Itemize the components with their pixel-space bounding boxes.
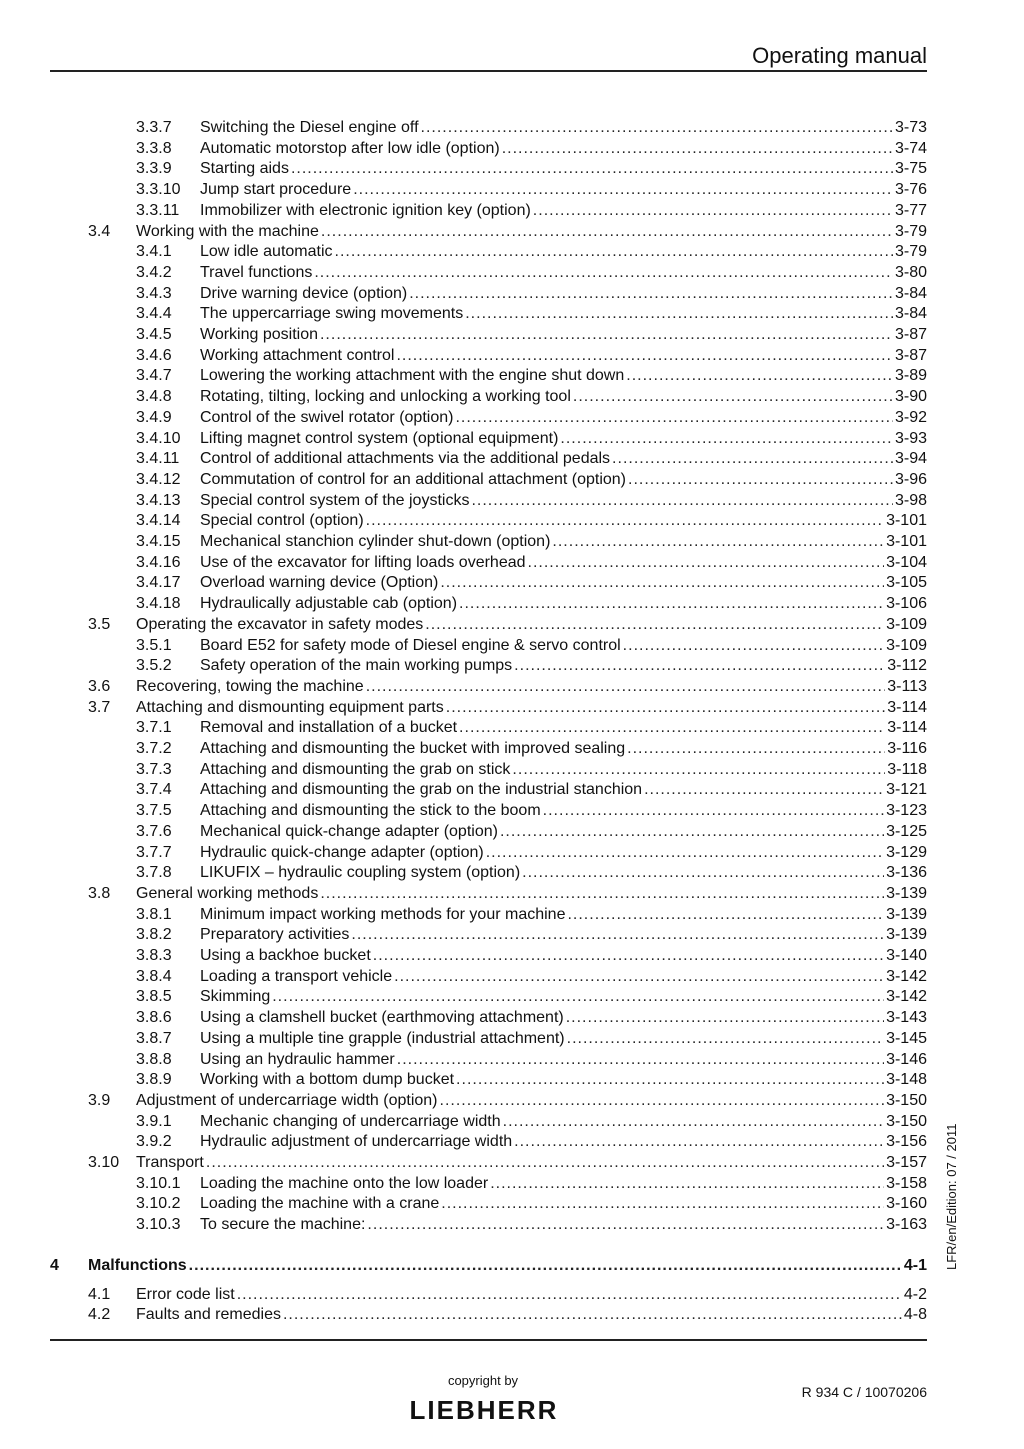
toc-entry[interactable]: [0, 697, 927, 718]
toc-entry-number: 3.8.2: [136, 926, 172, 944]
toc-entry-title: Loading the machine with a crane: [200, 1195, 440, 1213]
toc-entry-number: 3.5: [88, 615, 111, 633]
dot-leader: [490, 1173, 884, 1194]
dot-leader: [314, 262, 893, 283]
toc-entry-page: 3-80: [894, 263, 927, 281]
toc-entry-title: Skimming: [200, 988, 271, 1006]
toc-entry-title: Using a clamshell bucket (earthmoving attachment): [200, 1009, 564, 1027]
toc-entry[interactable]: [0, 117, 927, 138]
toc-entry-number: 3.8.5: [136, 988, 172, 1006]
toc-entry-page: 3-92: [894, 408, 927, 426]
toc-entry[interactable]: [0, 1214, 927, 1235]
dot-leader: [396, 345, 893, 366]
toc-entry-page: 3-139: [886, 905, 927, 923]
toc-entry-title: Board E52 for safety mode of Diesel engine & servo control: [200, 636, 621, 654]
toc-entry-number: 3.8: [88, 884, 111, 902]
toc-entry-title: Special control system of the joysticks: [200, 491, 470, 509]
toc-entry-number: 3.4.16: [136, 553, 181, 571]
toc-entry-title: Commutation of control for an additional attachment (option): [200, 470, 627, 488]
toc-entry[interactable]: [0, 759, 927, 780]
toc-entry-page: 3-121: [886, 781, 927, 799]
toc-entry-number: 3.10.3: [136, 1216, 181, 1234]
dot-leader: [465, 303, 893, 324]
toc-entry-number: 3.7: [88, 698, 111, 716]
toc-entry-title: Loading the machine onto the low loader: [200, 1174, 489, 1192]
toc-entry-number: 3.3.10: [136, 181, 181, 199]
toc-entry-number: 3.7.4: [136, 781, 172, 799]
toc-entry-title: Drive warning device (option): [200, 284, 408, 302]
toc-entry[interactable]: [0, 1255, 927, 1276]
toc-entry-page: 3-158: [886, 1174, 927, 1192]
toc-entry[interactable]: [0, 1069, 927, 1090]
dot-leader: [471, 490, 893, 511]
toc-entry-number: 3.10.2: [136, 1195, 181, 1213]
toc-entry-number: 3.7.8: [136, 864, 172, 882]
toc-entry-page: 3-87: [894, 346, 927, 364]
toc-entry-title: Transport: [136, 1154, 204, 1171]
dot-leader: [237, 1284, 902, 1305]
toc-entry[interactable]: [0, 779, 927, 800]
dot-leader: [366, 510, 884, 531]
toc-entry-number: 3.4.15: [136, 533, 181, 550]
toc-entry-number: 3.4.18: [136, 595, 181, 613]
toc-entry[interactable]: [0, 883, 927, 904]
toc-entry-number: 3.3.11: [136, 201, 180, 219]
dot-leader: [459, 717, 885, 738]
toc-entry-title: Starting aids: [200, 160, 289, 178]
toc-entry-number: 3.4.5: [136, 326, 172, 343]
dot-leader: [353, 179, 893, 200]
toc-entry-number: 4.2: [88, 1306, 111, 1324]
toc-entry-number: 3.8.7: [136, 1029, 172, 1047]
dot-leader: [283, 1304, 902, 1325]
toc-entry-page: 3-113: [887, 677, 927, 695]
toc-entry-title: Switching the Diesel engine off: [200, 119, 419, 136]
dot-leader: [573, 386, 893, 407]
toc-entry[interactable]: [0, 1131, 927, 1152]
toc-entry-number: 3.7.1: [136, 719, 172, 737]
toc-entry-title: Jump start procedure: [200, 181, 352, 199]
toc-entry[interactable]: [0, 552, 927, 573]
toc-entry-page: 4-1: [903, 1256, 927, 1274]
toc-entry-number: 4.1: [88, 1285, 111, 1303]
toc-entry-number: 3.8.8: [136, 1050, 172, 1068]
toc-entry[interactable]: [0, 1007, 927, 1028]
toc-entry-number: 3.9: [88, 1091, 111, 1109]
toc-entry-page: 3-157: [886, 1154, 927, 1171]
dot-leader: [560, 428, 893, 449]
toc-entry[interactable]: [0, 738, 927, 759]
toc-entry-number: 3.3.8: [136, 139, 172, 157]
toc-entry-page: 3-104: [886, 553, 927, 571]
logo-wordmark: LIEBHERR: [409, 1395, 559, 1423]
toc-entry-number: 3.4.12: [136, 470, 181, 488]
toc-entry[interactable]: [0, 448, 927, 469]
dot-leader: [552, 531, 884, 552]
toc-entry-number: 3.3.9: [136, 160, 172, 178]
toc-entry-title: Using an hydraulic hammer: [200, 1050, 395, 1068]
toc-entry[interactable]: [0, 1304, 927, 1325]
toc-entry-page: 4-8: [903, 1306, 927, 1324]
toc-entry[interactable]: [0, 324, 927, 345]
toc-entry-page: 3-79: [894, 222, 927, 240]
dot-leader: [291, 158, 893, 179]
dot-leader: [394, 966, 884, 987]
dot-leader: [206, 1152, 884, 1173]
dot-leader: [441, 1193, 884, 1214]
toc-entry[interactable]: [0, 800, 927, 821]
toc-entry-title: LIKUFIX – hydraulic coupling system (option): [200, 864, 521, 882]
toc-entry-page: 3-89: [894, 367, 927, 385]
toc-entry-number: 3.4.2: [136, 263, 172, 281]
dot-leader: [373, 945, 884, 966]
toc-entry-page: 3-93: [894, 429, 927, 447]
toc-entry[interactable]: [0, 821, 927, 842]
toc-entry-number: 3.6: [88, 677, 111, 695]
toc-entry-title: Safety operation of the main working pumps: [200, 657, 513, 675]
toc-entry-number: 3.10: [88, 1154, 120, 1171]
toc-entry[interactable]: [0, 593, 927, 614]
toc-entry-number: 3.7.7: [136, 843, 172, 861]
toc-entry-page: 3-77: [894, 201, 927, 219]
toc-entry-number: 3.8.9: [136, 1071, 172, 1089]
toc-entry-page: 3-139: [886, 884, 927, 902]
dot-leader: [446, 697, 886, 718]
toc-entry-number: 3.8.4: [136, 967, 172, 985]
toc-entry-title: Recovering, towing the machine: [136, 677, 364, 695]
toc-entry[interactable]: [0, 283, 927, 304]
toc-entry-page: 3-79: [894, 243, 927, 261]
toc-entry-page: 3-118: [887, 760, 927, 778]
toc-entry[interactable]: [0, 138, 927, 159]
toc-entry-title: Operating the excavator in safety modes: [136, 615, 424, 633]
toc-entry[interactable]: [0, 365, 927, 386]
toc-entry-title: Attaching and dismounting the stick to the boom: [200, 802, 541, 820]
toc-entry-title: Using a multiple tine grapple (industrial attachment): [200, 1029, 565, 1047]
document-number: R 934 C / 10070206: [801, 1384, 927, 1400]
dot-leader: [502, 138, 893, 159]
toc-entry[interactable]: [0, 345, 927, 366]
toc-entry-title: Hydraulic adjustment of undercarriage width: [200, 1133, 513, 1151]
toc-entry-page: 3-112: [887, 657, 927, 675]
toc-entry[interactable]: [0, 924, 927, 945]
toc-entry-page: 3-156: [886, 1133, 927, 1151]
dot-leader: [440, 572, 884, 593]
dot-leader: [644, 779, 884, 800]
edition-side-label: LFR/en/Edition: 07 / 2011: [944, 1123, 959, 1270]
toc-entry[interactable]: [0, 1090, 927, 1111]
toc-entry[interactable]: [0, 241, 927, 262]
toc-entry-page: 3-114: [887, 719, 927, 737]
toc-entry-number: 3.4.7: [136, 367, 172, 385]
toc-entry[interactable]: [0, 1193, 927, 1214]
toc-entry[interactable]: [0, 572, 927, 593]
toc-entry-number: 3.8.1: [136, 905, 172, 923]
toc-entry-title: Working position: [200, 326, 318, 343]
toc-entry-page: 3-101: [886, 533, 927, 550]
toc-entry[interactable]: [0, 862, 927, 883]
toc-entry-title: Hydraulically adjustable cab (option): [200, 595, 458, 613]
toc-entry-number: 3.4.8: [136, 388, 172, 406]
toc-entry-page: 3-114: [887, 698, 927, 716]
toc-entry[interactable]: [0, 469, 927, 490]
dot-leader: [366, 676, 886, 697]
dot-leader: [623, 635, 884, 656]
toc-entry-title: Use of the excavator for lifting loads overhead: [200, 553, 526, 571]
toc-entry-number: 3.5.1: [136, 636, 172, 654]
toc-entry-page: 3-125: [886, 822, 927, 840]
toc-entry-title: Working with a bottom dump bucket: [200, 1071, 455, 1089]
toc-entry-number: 3.8.3: [136, 947, 172, 964]
toc-entry-page: 3-84: [894, 305, 927, 323]
toc-entry-title: Hydraulic quick-change adapter (option): [200, 843, 484, 861]
toc-entry-page: 3-140: [886, 947, 927, 964]
toc-entry-number: 3.4.4: [136, 305, 172, 323]
dot-leader: [321, 221, 893, 242]
toc-entry-number: 3.9.1: [136, 1112, 172, 1130]
toc-entry-page: 3-96: [894, 470, 927, 488]
toc-entry-title: Mechanical quick-change adapter (option): [200, 822, 498, 840]
dot-leader: [627, 738, 885, 759]
toc-entry-number: 3.3.7: [136, 119, 172, 136]
toc-entry-title: Adjustment of undercarriage width (option): [136, 1091, 438, 1109]
toc-entry-title: Special control (option): [200, 512, 364, 530]
toc-entry[interactable]: [0, 986, 927, 1007]
toc-entry-title: Control of the swivel rotator (option): [200, 408, 454, 426]
toc-entry-title: Minimum impact working methods for your machine: [200, 905, 566, 923]
toc-entry-number: 3.4.6: [136, 346, 172, 364]
toc-entry-page: 3-160: [886, 1195, 927, 1213]
dot-leader: [421, 117, 893, 138]
toc-entry-number: 3.4.11: [136, 450, 180, 468]
toc-entry-page: 3-101: [886, 512, 927, 530]
toc-entry-number: 3.7.2: [136, 740, 172, 757]
toc-entry-number: 3.4.10: [136, 429, 181, 447]
toc-entry-title: Automatic motorstop after low idle (option): [200, 139, 500, 157]
toc-entry[interactable]: [0, 966, 927, 987]
dot-leader: [455, 407, 893, 428]
toc-entry-page: 3-150: [886, 1112, 927, 1130]
dot-leader: [189, 1255, 902, 1276]
toc-entry-title: Loading a transport vehicle: [200, 967, 393, 985]
dot-leader: [543, 800, 884, 821]
toc-entry-number: 3.7.6: [136, 822, 172, 840]
dot-leader: [335, 241, 893, 262]
toc-entry-title: Malfunctions: [88, 1256, 187, 1274]
dot-leader: [440, 1090, 885, 1111]
dot-leader: [409, 283, 893, 304]
copyright-text: copyright by: [447, 1373, 519, 1388]
dot-leader: [514, 655, 885, 676]
toc-entry-title: Mechanic changing of undercarriage width: [200, 1112, 501, 1130]
toc-entry-page: 3-145: [886, 1029, 927, 1047]
toc-entry-number: 3.10.1: [136, 1174, 181, 1192]
toc-entry-number: 3.4.3: [136, 284, 172, 302]
toc-entry-title: Error code list: [136, 1285, 235, 1303]
toc-entry[interactable]: [0, 842, 927, 863]
toc-entry[interactable]: [0, 179, 927, 200]
toc-entry-page: 4-2: [903, 1285, 927, 1303]
toc-entry-title: Control of additional attachments via the additional pedals: [200, 450, 611, 468]
toc-entry-page: 3-87: [894, 326, 927, 343]
header-rule: [50, 70, 927, 72]
toc-entry[interactable]: [0, 428, 927, 449]
toc-entry-number: 3.5.2: [136, 657, 172, 675]
toc-entry-page: 3-116: [887, 740, 927, 757]
toc-entry-page: 3-73: [894, 119, 927, 136]
toc-entry-number: 3.7.5: [136, 802, 172, 820]
toc-entry[interactable]: [0, 262, 927, 283]
toc-entry[interactable]: [0, 510, 927, 531]
toc-entry[interactable]: [0, 676, 927, 697]
toc-entry-number: 3.4.9: [136, 408, 172, 426]
toc-entry-title: Attaching and dismounting the bucket with improved sealing: [200, 740, 626, 757]
toc-entry[interactable]: [0, 1284, 927, 1305]
page-header-title: Operating manual: [752, 43, 927, 68]
dot-leader: [528, 552, 885, 573]
toc-entry-title: General working methods: [136, 884, 319, 902]
toc-entry-page: 3-129: [886, 843, 927, 861]
toc-entry-number: 4: [50, 1256, 59, 1274]
toc-entry-number: 3.4.14: [136, 512, 181, 530]
dot-leader: [566, 1007, 884, 1028]
toc-entry[interactable]: [0, 635, 927, 656]
toc-entry-title: Mechanical stanchion cylinder shut-down (option): [200, 533, 551, 550]
toc-entry-title: Attaching and dismounting equipment parts: [136, 698, 444, 716]
toc-entry[interactable]: [0, 158, 927, 179]
toc-entry-page: 3-76: [894, 181, 927, 199]
footer-rule: [50, 1339, 927, 1341]
toc-entry-page: 3-90: [894, 388, 927, 406]
toc-entry-page: 3-148: [886, 1071, 927, 1089]
toc-entry-number: 3.4: [88, 222, 111, 240]
dot-leader: [626, 365, 893, 386]
toc-entry-number: 3.8.6: [136, 1009, 172, 1027]
dot-leader: [514, 1131, 884, 1152]
toc-entry[interactable]: [0, 717, 927, 738]
toc-entry-page: 3-143: [886, 1009, 927, 1027]
toc-entry-number: 3.4.17: [136, 574, 181, 592]
toc-entry-title: Using a backhoe bucket: [200, 947, 371, 964]
toc-entry-title: Low idle automatic: [200, 243, 333, 261]
toc-entry[interactable]: [0, 531, 927, 552]
toc-entry-number: 3.9.2: [136, 1133, 172, 1151]
toc-entry-title: Overload warning device (Option): [200, 574, 439, 592]
toc-entry-page: 3-98: [894, 491, 927, 509]
toc-entry[interactable]: [0, 655, 927, 676]
dot-leader: [503, 1111, 884, 1132]
toc-entry[interactable]: [0, 1173, 927, 1194]
dot-leader: [459, 593, 884, 614]
dot-leader: [397, 1049, 884, 1070]
toc-entry-page: 3-84: [894, 284, 927, 302]
dot-leader: [612, 448, 893, 469]
toc-entry-title: Lowering the working attachment with the engine shut down: [200, 367, 625, 385]
dot-leader: [567, 1028, 884, 1049]
toc-entry[interactable]: [0, 200, 927, 221]
toc-entry[interactable]: [0, 614, 927, 635]
toc-entry-title: Attaching and dismounting the grab on the industrial stanchion: [200, 781, 643, 799]
toc-entry[interactable]: [0, 386, 927, 407]
toc-entry-page: 3-75: [894, 160, 927, 178]
toc-entry-title: Working attachment control: [200, 346, 395, 364]
toc-entry-title: The uppercarriage swing movements: [200, 305, 464, 323]
dot-leader: [351, 924, 884, 945]
toc-entry-page: 3-123: [886, 802, 927, 820]
dot-leader: [272, 986, 884, 1007]
toc-entry-page: 3-142: [886, 988, 927, 1006]
toc-entry-page: 3-146: [886, 1050, 927, 1068]
toc-entry[interactable]: [0, 303, 927, 324]
toc-entry-number: 3.4.1: [136, 243, 172, 261]
toc-entry-page: 3-94: [894, 450, 927, 468]
toc-entry[interactable]: [0, 407, 927, 428]
dot-leader: [500, 821, 884, 842]
toc-entry-page: 3-105: [886, 574, 927, 592]
toc-entry-title: Faults and remedies: [136, 1306, 281, 1324]
toc-entry-page: 3-163: [886, 1216, 927, 1234]
toc-entry-number: 3.7.3: [136, 760, 172, 778]
toc-entry-page: 3-139: [886, 926, 927, 944]
toc-entry[interactable]: [0, 490, 927, 511]
toc-entry-page: 3-142: [886, 967, 927, 985]
toc-entry-title: Preparatory activities: [200, 926, 350, 944]
dot-leader: [512, 759, 885, 780]
toc-entry-title: Working with the machine: [136, 222, 319, 240]
toc-entry-title: Removal and installation of a bucket: [200, 719, 458, 737]
dot-leader: [320, 324, 893, 345]
toc-entry-title: Immobilizer with electronic ignition key (option): [200, 201, 531, 219]
toc-entry-title: Lifting magnet control system (optional equipment): [200, 429, 559, 447]
toc-entry-page: 3-150: [886, 1091, 927, 1109]
liebherr-logo: [404, 1395, 564, 1423]
toc-entry[interactable]: [0, 945, 927, 966]
toc-entry-page: 3-109: [886, 636, 927, 654]
dot-leader: [456, 1069, 884, 1090]
toc-entry-page: 3-74: [894, 139, 927, 157]
dot-leader: [628, 469, 893, 490]
toc-entry[interactable]: [0, 1152, 927, 1173]
toc-entry-page: 3-106: [886, 595, 927, 613]
dot-leader: [486, 842, 884, 863]
toc-entry-page: 3-109: [886, 615, 927, 633]
toc-entry-page: 3-136: [886, 864, 927, 882]
dot-leader: [425, 614, 884, 635]
toc-entry-title: Travel functions: [200, 263, 313, 281]
dot-leader: [522, 862, 884, 883]
toc-entry-title: Attaching and dismounting the grab on stick: [200, 760, 511, 778]
toc-entry[interactable]: [0, 904, 927, 925]
toc-entry[interactable]: [0, 221, 927, 242]
toc-entry[interactable]: [0, 1049, 927, 1070]
toc-entry-title: To secure the machine:: [200, 1216, 366, 1234]
toc-entry[interactable]: [0, 1028, 927, 1049]
toc-entry-number: 3.4.13: [136, 491, 181, 509]
toc-entry[interactable]: [0, 1111, 927, 1132]
dot-leader: [320, 883, 884, 904]
dot-leader: [567, 904, 884, 925]
dot-leader: [367, 1214, 884, 1235]
toc-entry-title: Rotating, tilting, locking and unlocking a working tool: [200, 388, 571, 406]
dot-leader: [533, 200, 893, 221]
